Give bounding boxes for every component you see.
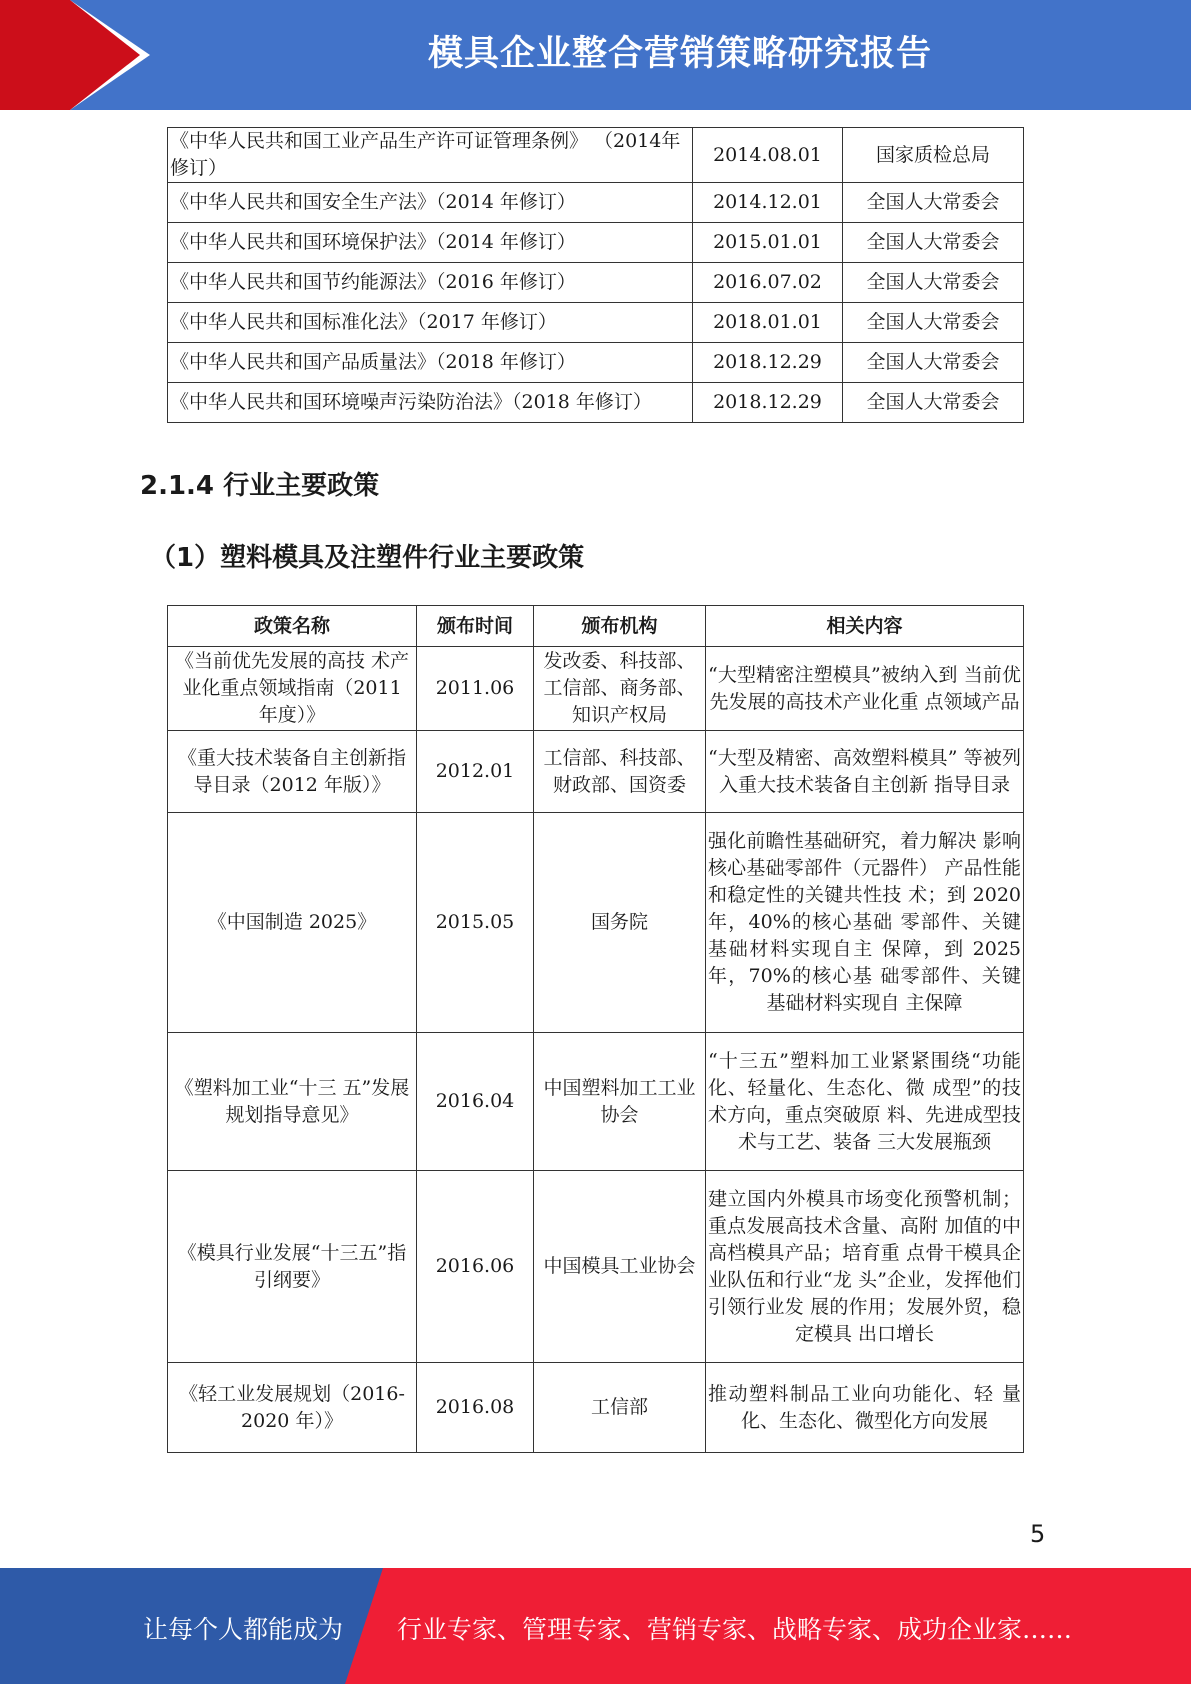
policy-issuer: 中国塑料加工工业协会 [534,1033,706,1171]
policy-row [168,1363,1024,1453]
header-red-block [0,0,70,110]
policy-table [167,605,1024,1453]
policy-date: 2015.05 [417,813,534,1033]
policy-row [168,1033,1024,1171]
policy-table-wrapper [167,605,1024,1432]
header-cell: 颁布时间 [417,606,534,647]
law-name: 《中华人民共和国工业产品生产许可证管理条例》 （2014年修订） [168,128,693,183]
policy-content: “十三五”塑料加工业紧紧围绕“功能化、轻量化、生态化、微 成型”的技术方向，重点突破原 料、先进成型技术与工艺、装备 三大发展瓶颈 [706,1033,1024,1171]
laws-table [167,127,1024,423]
law-issuer: 全国人大常委会 [843,183,1024,223]
policy-content: “大型及精密、高效塑料模具” 等被列入重大技术装备自主创新 指导目录 [706,731,1024,813]
policy-row [168,813,1024,1033]
law-date: 2018.01.01 [693,303,843,343]
law-row [168,303,1024,343]
law-date: 2018.12.29 [693,383,843,423]
policy-name: 《塑料加工业“十三 五”发展规划指导意见》 [168,1033,417,1171]
policy-date: 2016.04 [417,1033,534,1171]
law-issuer: 全国人大常委会 [843,303,1024,343]
law-name: 《中华人民共和国环境保护法》（2014 年修订） [168,223,693,263]
policy-date: 2016.06 [417,1171,534,1363]
report-title: 模具企业整合营销策略研究报告 [427,34,932,74]
policy-row [168,647,1024,731]
law-issuer: 国家质检总局 [843,128,1024,183]
policy-issuer: 发改委、科技部、工信部、商务部、知识产权局 [534,647,706,731]
law-name: 《中华人民共和国安全生产法》（2014 年修订） [168,183,693,223]
section-heading: 2.1.4 行业主要政策 [140,471,380,501]
page-header [0,0,1191,110]
law-name: 《中华人民共和国标准化法》（2017 年修订） [168,303,693,343]
header-red-chevron [70,0,140,110]
law-date: 2014.12.01 [693,183,843,223]
law-date: 2015.01.01 [693,223,843,263]
policy-row [168,1171,1024,1363]
law-date: 2016.07.02 [693,263,843,303]
policy-name: 《轻工业发展规划（2016-2020 年）》 [168,1363,417,1453]
footer-slogan-right: 行业专家、管理专家、营销专家、战略专家、成功企业家…… [397,1615,1073,1644]
page-number: 5 [1030,1520,1046,1548]
law-row [168,263,1024,303]
policy-name: 《模具行业发展“十三五”指引纲要》 [168,1171,417,1363]
policy-content: “大型精密注塑模具”被纳入到 当前优先发展的高技术产业化重 点领域产品 [706,647,1024,731]
policy-date: 2011.06 [417,647,534,731]
law-name: 《中华人民共和国环境噪声污染防治法》（2018 年修订） [168,383,693,423]
law-issuer: 全国人大常委会 [843,383,1024,423]
policy-row [168,731,1024,813]
sub-heading: （1）塑料模具及注塑件行业主要政策 [150,543,585,573]
page-footer [0,1568,1191,1684]
law-issuer: 全国人大常委会 [843,343,1024,383]
policy-content: 建立国内外模具市场变化预警机制；重点发展高技术含量、高附 加值的中高档模具产品；培育重 点骨干模具企业队伍和行业“龙 头”企业，发挥他们引领行业发 展的作用；发展外贸，稳定模具 出口增长 [706,1171,1024,1363]
policy-name: 《当前优先发展的高技 术产业化重点领域指南（2011 年度）》 [168,647,417,731]
policy-issuer: 工信部、科技部、财政部、国资委 [534,731,706,813]
law-row [168,383,1024,423]
policy-date: 2016.08 [417,1363,534,1453]
policy-issuer: 工信部 [534,1363,706,1453]
policy-content: 推动塑料制品工业向功能化、轻 量化、生态化、微型化方向发展 [706,1363,1024,1453]
law-row [168,128,1024,183]
footer-blue-slant [345,1568,383,1684]
law-issuer: 全国人大常委会 [843,263,1024,303]
policy-content: 强化前瞻性基础研究，着力解决 影响核心基础零部件（元器件） 产品性能和稳定性的关键共性技 术；到 2020 年，40%的核心基础 零部件、关键基础材料实现自主 保障，到 2025 年，70%的核心基 础零部件、关键基础材料实现自 主保障 [706,813,1024,1033]
header-cell: 相关内容 [706,606,1024,647]
policy-header-row [168,606,1024,647]
law-issuer: 全国人大常委会 [843,223,1024,263]
law-row [168,343,1024,383]
law-name: 《中华人民共和国节约能源法》（2016 年修订） [168,263,693,303]
law-name: 《中华人民共和国产品质量法》（2018 年修订） [168,343,693,383]
policy-name: 《重大技术装备自主创新指导目录（2012 年版）》 [168,731,417,813]
policy-issuer: 中国模具工业协会 [534,1171,706,1363]
header-cell: 政策名称 [168,606,417,647]
header-cell: 颁布机构 [534,606,706,647]
law-row [168,183,1024,223]
policy-name: 《中国制造 2025》 [168,813,417,1033]
law-date: 2014.08.01 [693,128,843,183]
policy-issuer: 国务院 [534,813,706,1033]
footer-slogan-left: 让每个人都能成为 [143,1615,344,1644]
law-date: 2018.12.29 [693,343,843,383]
law-row [168,223,1024,263]
policy-date: 2012.01 [417,731,534,813]
